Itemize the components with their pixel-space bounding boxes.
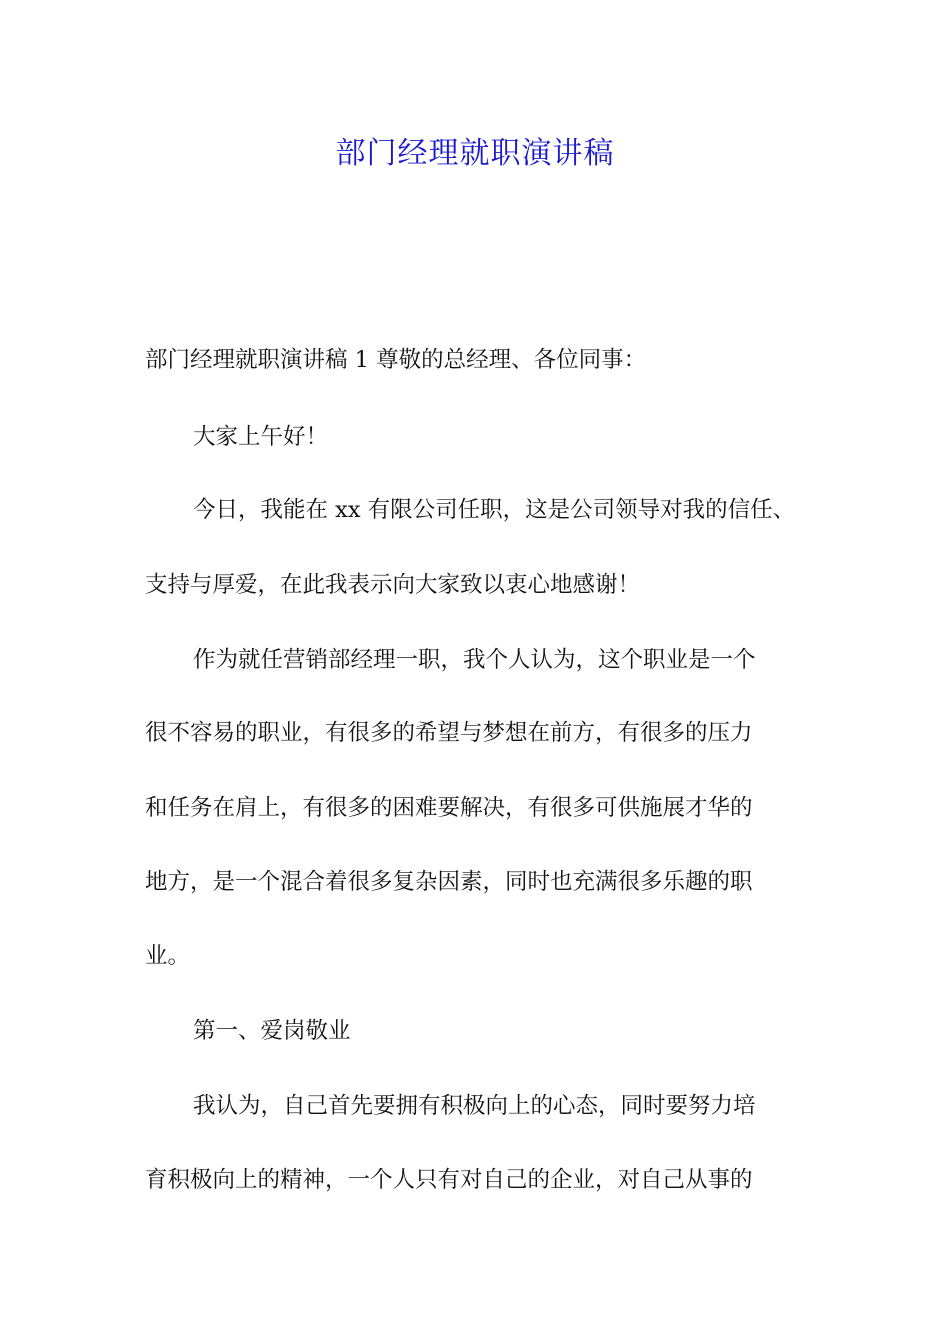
text-line: 今日，我能在 xx 有限公司任职，这是公司领导对我的信任、 bbox=[193, 497, 796, 523]
text-line: 地方，是一个混合着很多复杂因素，同时也充满很多乐趣的职 bbox=[145, 869, 753, 895]
text-line: 支持与厚爱，在此我表示向大家致以衷心地感谢！ bbox=[145, 572, 641, 598]
text-line: 很不容易的职业，有很多的希望与梦想在前方，有很多的压力 bbox=[145, 720, 753, 746]
document-title: 部门经理就职演讲稿 bbox=[335, 136, 615, 171]
text-line: 作为就任营销部经理一职，我个人认为，这个职业是一个 bbox=[193, 647, 756, 673]
text-line: 我认为，自己首先要拥有积极向上的心态，同时要努力培 bbox=[193, 1093, 756, 1119]
text-line: 和任务在肩上，有很多的困难要解决，有很多可供施展才华的 bbox=[145, 795, 753, 821]
section-heading: 第一、爱岗敬业 bbox=[193, 1018, 351, 1044]
text-line: 大家上午好！ bbox=[193, 424, 329, 450]
text-line: 业。 bbox=[145, 943, 191, 969]
text-line: 育积极向上的精神，一个人只有对自己的企业，对自己从事的 bbox=[145, 1167, 753, 1193]
text-line: 部门经理就职演讲稿 1 尊敬的总经理、各位同事： bbox=[145, 347, 647, 373]
